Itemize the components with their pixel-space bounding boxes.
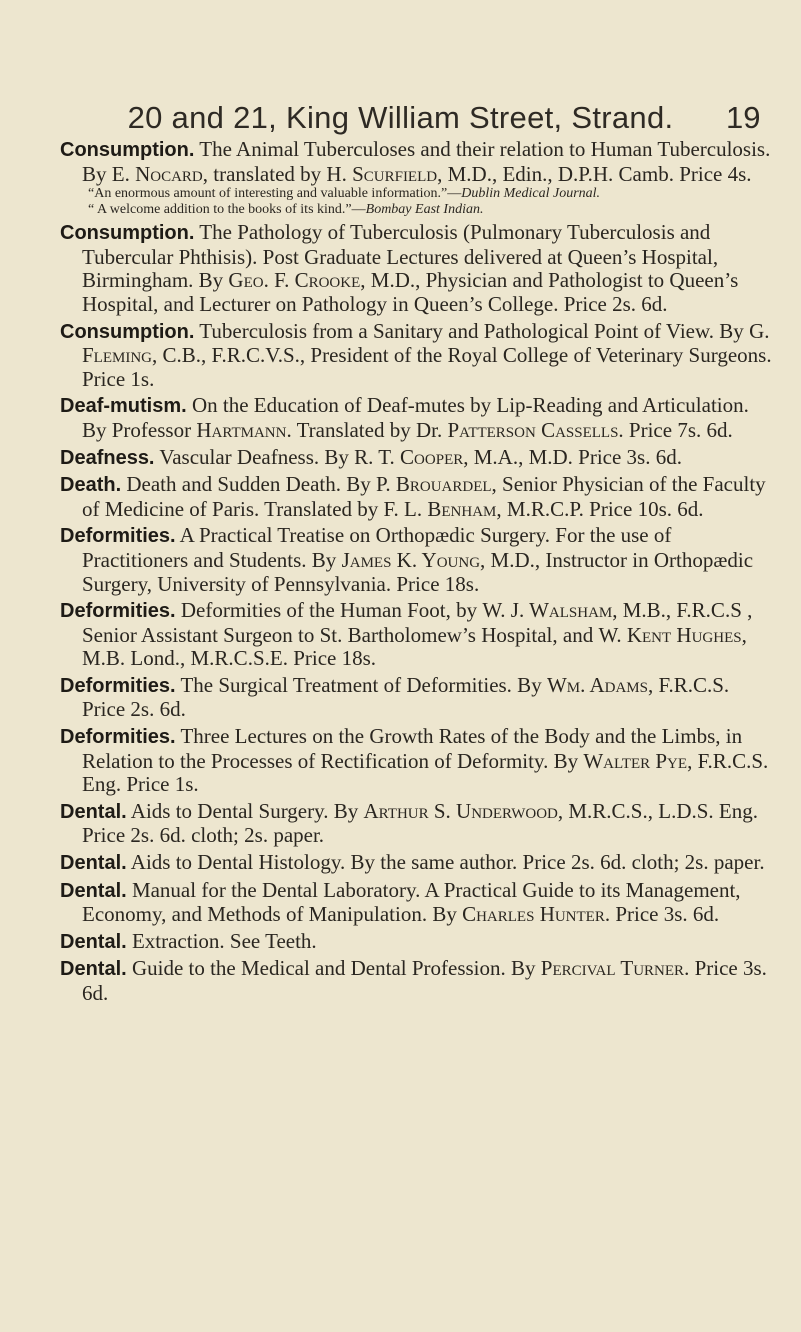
entry-text: , M.D., Physician and Pathologist to Queen’s Hospital, and Lecturer on Pathology in Queen’s College. Price 2s. 6d. — [82, 268, 739, 316]
catalogue-entry — [60, 524, 772, 596]
entry-author: Wm. Adams — [546, 672, 648, 697]
entry-text: , M.D., Instructor in Orthopædic Surgery, University of Pennsylvania. Price 18s. — [82, 547, 754, 596]
entry-text: Aids to Dental Surgery. By — [126, 798, 364, 823]
entry-text: , M.D., Edin., D.P.H. Camb. Price 4s. — [437, 161, 752, 186]
entry-text: , F.R.C.S. Eng. Price 1s. — [82, 748, 769, 797]
entry-text: . Translated by Dr. — [286, 417, 448, 442]
entry-author: Percival Turner — [540, 956, 685, 981]
catalogue-entry — [60, 674, 772, 722]
entry-text: Vascular Deafness. By — [154, 444, 355, 469]
entry-text: Death and Sudden Death. By — [121, 472, 376, 497]
entry-heading: Deaf-mutism. — [60, 395, 187, 418]
entry-heading: Dental. — [60, 930, 127, 953]
catalogue-entry — [60, 957, 772, 1005]
entry-text: Aids to Dental Histology. By the same author. Price 2s. 6d. cloth; 2s. paper. — [126, 850, 765, 875]
press-quote — [82, 202, 772, 218]
entry-text: The Surgical Treatment of Deformities. By — [175, 672, 547, 697]
entry-author: P. Brouardel — [376, 472, 492, 497]
entry-text: , M.B., F.R.C.S , Senior Assistant Surgeon to St. Bartholomew’s Hospital, and — [82, 598, 753, 647]
entry-author: W. J. Walsham — [482, 598, 613, 623]
entry-heading: Consumption. — [60, 139, 195, 161]
entry-text: Manual for the Dental Laboratory. A Practical Guide to its Management, Economy, and Methods of Manipulation. By — [82, 877, 741, 927]
entry-text: The Animal Tuberculoses and their relation to Human Tuberculosis. By E. — [82, 137, 771, 186]
catalogue-entry — [60, 446, 772, 471]
entry-heading: Dental. — [60, 958, 127, 981]
catalogue-entry — [60, 394, 772, 442]
catalogue-entry — [60, 851, 772, 876]
entry-heading: Deafness. — [60, 446, 155, 469]
entry-heading: Deformities. — [60, 525, 176, 548]
entry-text: , translated by H. — [202, 161, 353, 186]
entry-text: A Practical Treatise on Orthopædic Surgery. For the use of Practitioners and Students. By — [82, 523, 672, 572]
catalogue-entry — [60, 473, 772, 521]
entry-author: Nocard — [135, 161, 203, 186]
entry-author: W. Kent Hughes — [598, 622, 742, 647]
entry-author: Walter Pye — [583, 748, 688, 773]
entry-author: G. Fleming — [82, 318, 770, 368]
entry-text: , M.R.C.P. Price 10s. 6d. — [496, 496, 704, 521]
entry-text: , F.R.C.S. Price 2s. 6d. — [82, 672, 730, 722]
entry-text: . Price 7s. 6d. — [618, 417, 733, 442]
entry-heading: Deformities. — [60, 600, 176, 623]
entry-text: , C.B., F.R.C.V.S., President of the Royal College of Veterinary Surgeons. Price 1s. — [82, 343, 772, 391]
entry-author: F. L. Benham — [383, 496, 497, 521]
catalogue-entry — [60, 599, 772, 671]
entry-author: R. T. Cooper — [354, 444, 464, 469]
entry-text: Guide to the Medical and Dental Profession. By — [126, 956, 541, 981]
entry-text: , Senior Physician of the Faculty of Medicine of Paris. Translated by — [82, 472, 766, 521]
quote-source: Bombay East Indian. — [365, 202, 484, 218]
entry-heading: Dental. — [60, 800, 127, 823]
quote-text: “ A welcome addition to the books of its kind.”— — [88, 202, 366, 218]
quote-text: “An enormous amount of interesting and valuable information.”— — [88, 186, 462, 202]
entry-heading: Deformities. — [60, 726, 176, 749]
press-quote — [82, 186, 772, 202]
catalogue-entry — [60, 930, 772, 955]
header-title: 20 and 21, King William Street, Strand. — [127, 100, 674, 135]
catalogue-entry — [60, 879, 772, 927]
entry-heading: Dental. — [60, 879, 127, 902]
catalogue-entry — [60, 725, 772, 797]
entry-text: On the Education of Deaf-mutes by Lip-Reading and Articulation. By Professor — [82, 393, 749, 442]
entry-author: Scurfield — [352, 161, 438, 186]
catalogue-entries — [60, 138, 772, 1009]
entry-author: Hartmann — [196, 417, 287, 442]
entry-author: Geo. F. Crooke — [228, 268, 361, 293]
entry-text: . Price 3s. 6d. — [82, 956, 767, 1005]
entry-text: , M.B. Lond., M.R.C.S.E. Price 18s. — [82, 622, 747, 671]
entry-author: Patterson Cassells — [447, 417, 619, 442]
entry-text: . Price 3s. 6d. — [604, 902, 720, 927]
quote-source: Dublin Medical Journal. — [461, 186, 601, 202]
page-number: 19 — [726, 100, 761, 135]
catalogue-entry — [60, 221, 772, 316]
entry-heading: Consumption. — [60, 320, 195, 343]
entry-heading: Death. — [60, 474, 122, 497]
entry-text: Extraction. See Teeth. — [126, 928, 317, 953]
entry-heading: Dental. — [60, 852, 127, 875]
entry-text: , M.R.C.S., L.D.S. Eng. Price 2s. 6d. cloth; 2s. paper. — [82, 798, 758, 848]
entry-heading: Consumption. — [60, 222, 195, 245]
catalogue-entry — [60, 800, 772, 848]
entry-text: Tuberculosis from a Sanitary and Pathological Point of View. By — [194, 318, 750, 343]
entry-text: Three Lectures on the Growth Rates of the Body and the Limbs, in Relation to the Processes of Rectification of Deformity. By — [82, 724, 743, 773]
entry-author: Charles Hunter — [462, 902, 605, 927]
catalogue-entry — [60, 320, 772, 392]
catalogue-entry — [60, 138, 772, 218]
entry-author: Arthur S. Underwood — [363, 798, 558, 823]
entry-author: James K. Young — [341, 547, 481, 572]
entry-heading: Deformities. — [60, 674, 176, 697]
entry-text: , M.A., M.D. Price 3s. 6d. — [463, 444, 682, 469]
entry-text: Deformities of the Human Foot, by — [175, 598, 483, 623]
running-header — [0, 100, 801, 136]
entry-text: The Pathology of Tuberculosis (Pulmonary Tuberculosis and Tubercular Phthisis). Post Graduate Lectures delivered at Queen’s Hospital, Birmingham. By — [82, 220, 719, 293]
